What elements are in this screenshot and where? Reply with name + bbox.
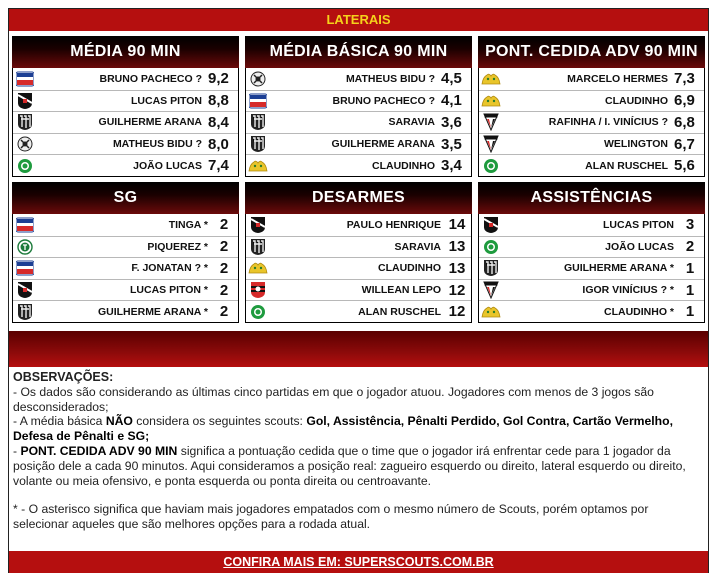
decorative-band bbox=[9, 331, 708, 367]
atletico-mg-crest-icon bbox=[15, 113, 35, 131]
player-name: TINGA * bbox=[168, 218, 208, 231]
list-item bbox=[479, 68, 704, 90]
player-value: 1 bbox=[685, 281, 695, 299]
player-name: BRUNO PACHECO ? bbox=[332, 94, 435, 107]
player-value: 8,0 bbox=[208, 135, 229, 153]
list-item bbox=[479, 300, 704, 322]
vasco-crest-icon bbox=[15, 281, 35, 299]
panel-title: SG bbox=[12, 182, 239, 214]
panel-media-basica-90-min bbox=[245, 36, 472, 177]
player-value: 13 bbox=[448, 238, 466, 256]
player-name: GUILHERME ARANA bbox=[331, 138, 435, 151]
list-item bbox=[13, 236, 238, 258]
atletico-mg-crest-icon bbox=[15, 303, 35, 321]
player-name: ALAN RUSCHEL bbox=[358, 305, 441, 318]
infographic bbox=[8, 8, 709, 573]
vasco-crest-icon bbox=[15, 92, 35, 110]
player-name: JOÃO LUCAS bbox=[605, 240, 674, 253]
vasco-crest-icon bbox=[248, 216, 268, 234]
list-item bbox=[479, 133, 704, 155]
player-name: PIQUEREZ * bbox=[147, 240, 208, 253]
panel-pont-cedida-adv bbox=[478, 36, 705, 177]
player-name: GUILHERME ARANA bbox=[98, 116, 202, 129]
player-value: 8,4 bbox=[208, 113, 229, 131]
list-item bbox=[13, 257, 238, 279]
player-value: 2 bbox=[685, 238, 695, 256]
mirassol-crest-icon bbox=[481, 92, 501, 110]
player-value: 2 bbox=[219, 216, 229, 234]
observation-line: * - O asterisco significa que haviam mais jogadores empatados com o mesmo número de Scouts, porém optamos por selecionar aqueles que são melhores opções para a rodada atual. bbox=[13, 502, 649, 532]
ranking-list bbox=[478, 68, 705, 177]
list-item bbox=[246, 90, 471, 112]
list-item bbox=[479, 236, 704, 258]
player-name: LUCAS PITON * bbox=[130, 284, 208, 297]
list-item bbox=[13, 300, 238, 322]
website-link[interactable]: CONFIRA MAIS EM: SUPERSCOUTS.COM.BR bbox=[9, 551, 708, 573]
player-value: 7,3 bbox=[674, 70, 695, 88]
sao-paulo-crest-icon bbox=[481, 113, 501, 131]
observations-title: OBSERVAÇÕES: bbox=[13, 370, 114, 384]
observation-line: - Os dados são considerando as últimas cinco partidas em que o jogador atuou. Jogadores com menos de 3 jogos são desconsiderados; bbox=[13, 384, 654, 414]
panel-assistencias bbox=[478, 182, 705, 323]
list-item bbox=[13, 90, 238, 112]
player-name: CLAUDINHO bbox=[372, 159, 435, 172]
atletico-mg-crest-icon bbox=[481, 259, 501, 277]
player-value: 4,5 bbox=[441, 70, 462, 88]
player-name: GUILHERME ARANA * bbox=[97, 305, 208, 318]
player-name: PAULO HENRIQUE bbox=[346, 218, 441, 231]
fortaleza-crest-icon bbox=[15, 216, 35, 234]
player-name: CLAUDINHO * bbox=[604, 305, 674, 318]
player-value: 6,8 bbox=[674, 113, 695, 131]
list-item bbox=[246, 154, 471, 176]
player-value: 2 bbox=[219, 238, 229, 256]
fortaleza-crest-icon bbox=[248, 92, 268, 110]
player-value: 8,8 bbox=[208, 92, 229, 110]
list-item bbox=[13, 214, 238, 236]
player-name: MARCELO HERMES bbox=[567, 72, 668, 85]
list-item bbox=[479, 279, 704, 301]
player-value: 3,4 bbox=[441, 157, 462, 175]
mirassol-crest-icon bbox=[481, 70, 501, 88]
ranking-list bbox=[245, 68, 472, 177]
obs-bold: NÃO bbox=[105, 414, 133, 429]
mirassol-crest-icon bbox=[248, 259, 268, 277]
player-name: BRUNO PACHECO ? bbox=[99, 72, 202, 85]
vitoria-crest-icon bbox=[248, 281, 268, 299]
obs-bold: Gol, Assistência, Pênalti Perdido, Gol Contra, Cartão Vermelho, Defesa de Pênalti e SG; bbox=[13, 414, 673, 444]
mirassol-crest-icon bbox=[481, 303, 501, 321]
list-item bbox=[13, 111, 238, 133]
juventude-crest-icon bbox=[481, 238, 501, 256]
atletico-mg-crest-icon bbox=[248, 238, 268, 256]
juventude-crest-icon bbox=[481, 157, 501, 175]
list-item bbox=[479, 111, 704, 133]
list-item bbox=[246, 236, 471, 258]
player-name: LUCAS PITON bbox=[131, 94, 202, 107]
player-value: 12 bbox=[448, 281, 466, 299]
atletico-mg-crest-icon bbox=[248, 113, 268, 131]
panel-title: DESARMES bbox=[245, 182, 472, 214]
player-value: 2 bbox=[219, 281, 229, 299]
list-item bbox=[246, 214, 471, 236]
ranking-list bbox=[478, 214, 705, 323]
player-name: JOÃO LUCAS bbox=[133, 159, 202, 172]
panel-title: ASSISTÊNCIAS bbox=[478, 182, 705, 214]
player-value: 6,9 bbox=[674, 92, 695, 110]
vasco-crest-icon bbox=[481, 216, 501, 234]
player-name: F. JONATAN ? * bbox=[131, 262, 208, 275]
list-item bbox=[246, 111, 471, 133]
obs-text: significa a pontuação cedida que o time que o jogador irá enfrentar cede para 1 jogador da posição dele a cada 90 minutos. Aqui consideramos a posição real: zagueiro esquerdo ou direito, lateral esquerdo ou direito, volante ou meia ofensivo, e ponta esquerda ou ponta direita ou centroavante. bbox=[13, 443, 686, 488]
player-value: 4,1 bbox=[441, 92, 462, 110]
list-item bbox=[479, 90, 704, 112]
player-value: 5,6 bbox=[674, 157, 695, 175]
observations bbox=[13, 370, 705, 532]
list-item bbox=[13, 154, 238, 176]
mirassol-crest-icon bbox=[248, 157, 268, 175]
juventude-crest-icon bbox=[248, 303, 268, 321]
panel-desarmes bbox=[245, 182, 472, 323]
player-name: GUILHERME ARANA * bbox=[563, 262, 674, 275]
player-name: WELINGTON bbox=[604, 138, 668, 151]
list-item bbox=[13, 133, 238, 155]
player-name: LUCAS PITON bbox=[603, 218, 674, 231]
player-value: 3,6 bbox=[441, 113, 462, 131]
list-item bbox=[246, 300, 471, 322]
list-item bbox=[479, 257, 704, 279]
player-name: CLAUDINHO bbox=[378, 262, 441, 275]
atletico-mg-crest-icon bbox=[248, 135, 268, 153]
sao-paulo-crest-icon bbox=[481, 281, 501, 299]
corinthians-crest-icon bbox=[15, 135, 35, 153]
player-name: CLAUDINHO bbox=[605, 94, 668, 107]
ranking-list bbox=[12, 214, 239, 323]
player-value: 12 bbox=[448, 303, 466, 321]
player-name: MATHEUS BIDU ? bbox=[345, 72, 435, 85]
fortaleza-crest-icon bbox=[15, 259, 35, 277]
player-name: SARAVIA bbox=[394, 240, 441, 253]
list-item bbox=[13, 279, 238, 301]
panel-title: MÉDIA 90 MIN bbox=[12, 36, 239, 68]
juventude-crest-icon bbox=[15, 157, 35, 175]
panel-title: MÉDIA BÁSICA 90 MIN bbox=[245, 36, 472, 68]
player-value: 9,2 bbox=[208, 70, 229, 88]
observation-line bbox=[13, 444, 705, 488]
obs-text: considera os seguintes scouts: bbox=[132, 414, 307, 429]
player-value: 13 bbox=[448, 259, 466, 277]
player-value: 1 bbox=[685, 303, 695, 321]
list-item bbox=[246, 279, 471, 301]
palmeiras-crest-icon bbox=[15, 238, 35, 256]
panel-sg bbox=[12, 182, 239, 323]
player-value: 14 bbox=[448, 216, 466, 234]
player-value: 6,7 bbox=[674, 135, 695, 153]
obs-text: - bbox=[13, 443, 21, 458]
page-title: LATERAIS bbox=[9, 9, 708, 31]
sao-paulo-crest-icon bbox=[481, 135, 501, 153]
player-name: IGOR VINÍCIUS ? * bbox=[582, 284, 674, 297]
obs-bold: PONT. CEDIDA ADV 90 MIN bbox=[20, 443, 178, 458]
player-name: WILLEAN LEPO bbox=[361, 284, 441, 297]
panel-media-90-min bbox=[12, 36, 239, 177]
player-value: 1 bbox=[685, 259, 695, 277]
player-value: 3,5 bbox=[441, 135, 462, 153]
player-name: RAFINHA / I. VINÍCIUS ? bbox=[548, 116, 668, 129]
player-name: MATHEUS BIDU ? bbox=[112, 138, 202, 151]
player-value: 2 bbox=[219, 259, 229, 277]
ranking-list bbox=[12, 68, 239, 177]
list-item bbox=[13, 68, 238, 90]
fortaleza-crest-icon bbox=[15, 70, 35, 88]
player-value: 2 bbox=[219, 303, 229, 321]
player-value: 3 bbox=[685, 216, 695, 234]
panel-title: PONT. CEDIDA ADV 90 MIN bbox=[478, 36, 705, 68]
list-item bbox=[479, 214, 704, 236]
list-item bbox=[246, 68, 471, 90]
list-item bbox=[246, 257, 471, 279]
ranking-list bbox=[245, 214, 472, 323]
corinthians-crest-icon bbox=[248, 70, 268, 88]
player-value: 7,4 bbox=[208, 157, 229, 175]
list-item bbox=[246, 133, 471, 155]
player-name: SARAVIA bbox=[388, 116, 435, 129]
obs-text: - A média básica bbox=[13, 414, 106, 429]
list-item bbox=[479, 154, 704, 176]
player-name: ALAN RUSCHEL bbox=[585, 159, 668, 172]
observation-line bbox=[13, 414, 705, 444]
